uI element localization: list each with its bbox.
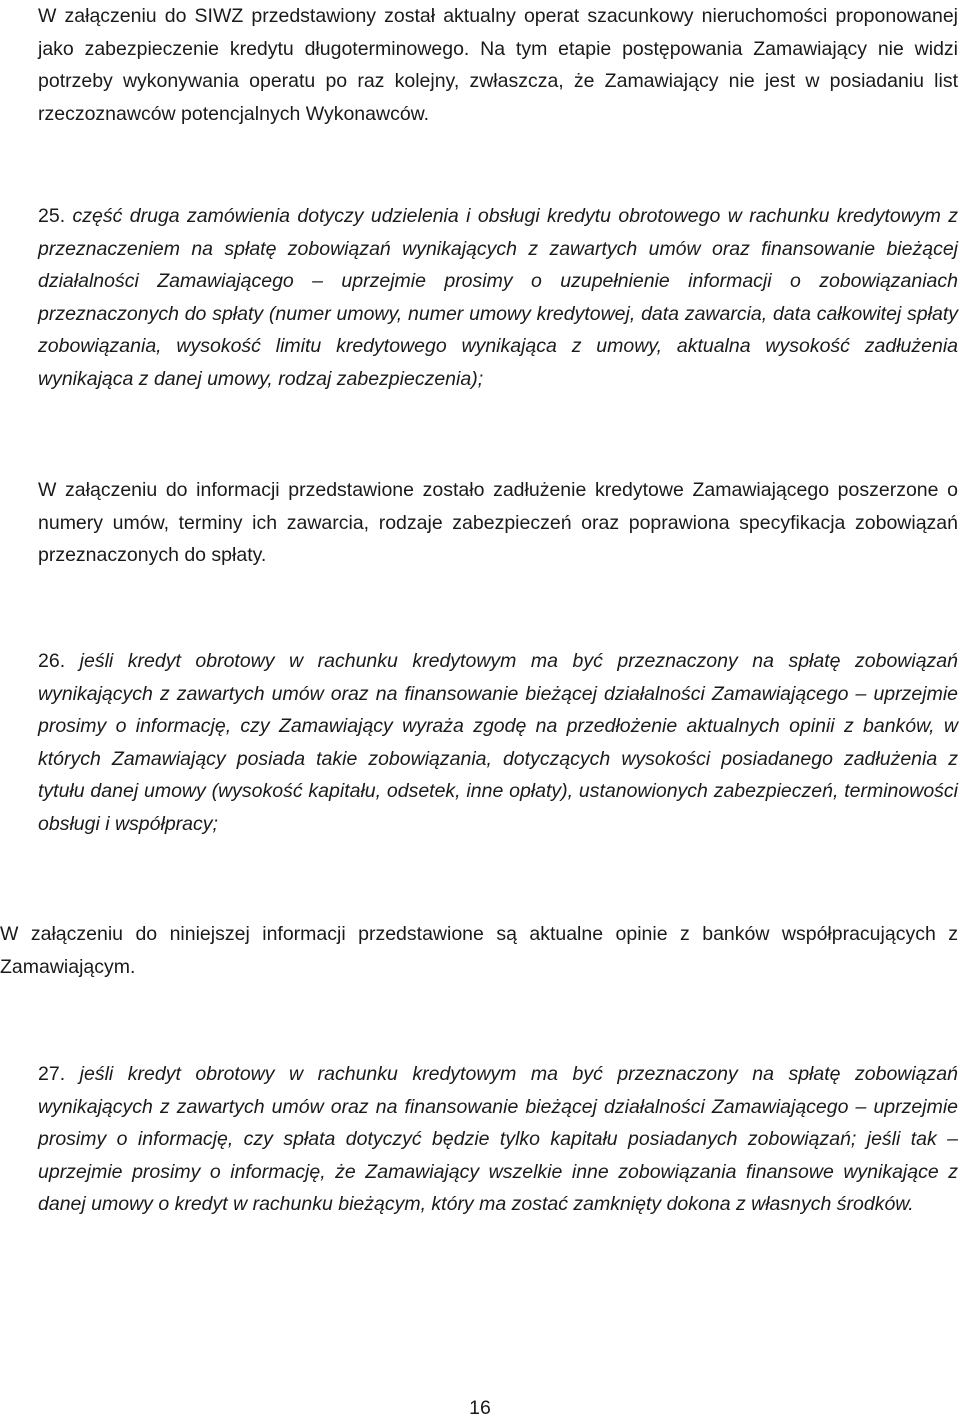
answer-25: W załączeniu do informacji przedstawione zostało zadłużenie kredytowe Zamawiającego poszerzone o numery umów, terminy ich zawarcia, rodzaje zabezpieczeń oraz poprawiona specyfikacja zobowiązań przeznaczonych do spłaty. [38, 479, 958, 567]
question-25 [38, 200, 958, 396]
question-text: jeśli kredyt obrotowy w rachunku kredytowym ma być przeznaczony na spłatę zobowiązań wynikających z zawartych umów oraz na finansowanie bieżącej działalności Zamawiającego – uprzejmie prosimy o informację, czy spłata dotyczyć będzie tylko kapitału posiadanych zobowiązań; jeśli tak – uprzejmie prosimy o informację, że Zamawiający wszelkie inne zobowiązania finansowe wynikające z danej umowy o kredyt w rachunku bieżącym, który ma zostać zamknięty dokona z własnych środków. [38, 1063, 958, 1216]
intro-paragraph: W załączeniu do SIWZ przedstawiony został aktualny operat szacunkowy nieruchomości proponowanej jako zabezpieczenie kredytu długoterminowego. Na tym etapie postępowania Zamawiający nie widzi potrzeby wykonywania operatu po raz kolejny, zwłaszcza, że Zamawiający nie jest w posiadaniu list rzeczoznawców potencjalnych Wykonawców. [38, 5, 958, 125]
page-number: 16 [469, 1397, 491, 1419]
question-number: 25. [38, 205, 66, 227]
question-27 [38, 1058, 958, 1221]
question-26 [38, 645, 958, 841]
question-number: 26. [38, 650, 66, 672]
question-text: część druga zamówienia dotyczy udzielenia i obsługi kredytu obrotowego w rachunku kredytowym z przeznaczeniem na spłatę zobowiązań wynikających z zawartych umów oraz finansowanie bieżącej działalności Zamawiającego – uprzejmie prosimy o uzupełnienie informacji o zobowiązaniach przeznaczonych do spłaty (numer umowy, numer umowy kredytowej, data zawarcia, data całkowitej spłaty zobowiązania, wysokość limitu kredytowego wynikająca z umowy, aktualna wysokość zadłużenia wynikająca z danej umowy, rodzaj zabezpieczenia); [38, 205, 958, 390]
answer-26: W załączeniu do niniejszej informacji przedstawione są aktualne opinie z banków współpracujących z Zamawiającym. [0, 923, 958, 978]
question-number: 27. [38, 1063, 66, 1085]
question-text: jeśli kredyt obrotowy w rachunku kredytowym ma być przeznaczony na spłatę zobowiązań wynikających z zawartych umów oraz na finansowanie bieżącej działalności Zamawiającego – uprzejmie prosimy o informację, czy Zamawiający wyraża zgodę na przedłożenie aktualnych opinii z banków, w których Zamawiający posiada takie zobowiązania, dotyczących wysokości posiadanego zadłużenia z tytułu danej umowy (wysokość kapitału, odsetek, inne opłaty), ustanowionych zabezpieczeń, terminowości obsługi i współpracy; [38, 650, 958, 835]
